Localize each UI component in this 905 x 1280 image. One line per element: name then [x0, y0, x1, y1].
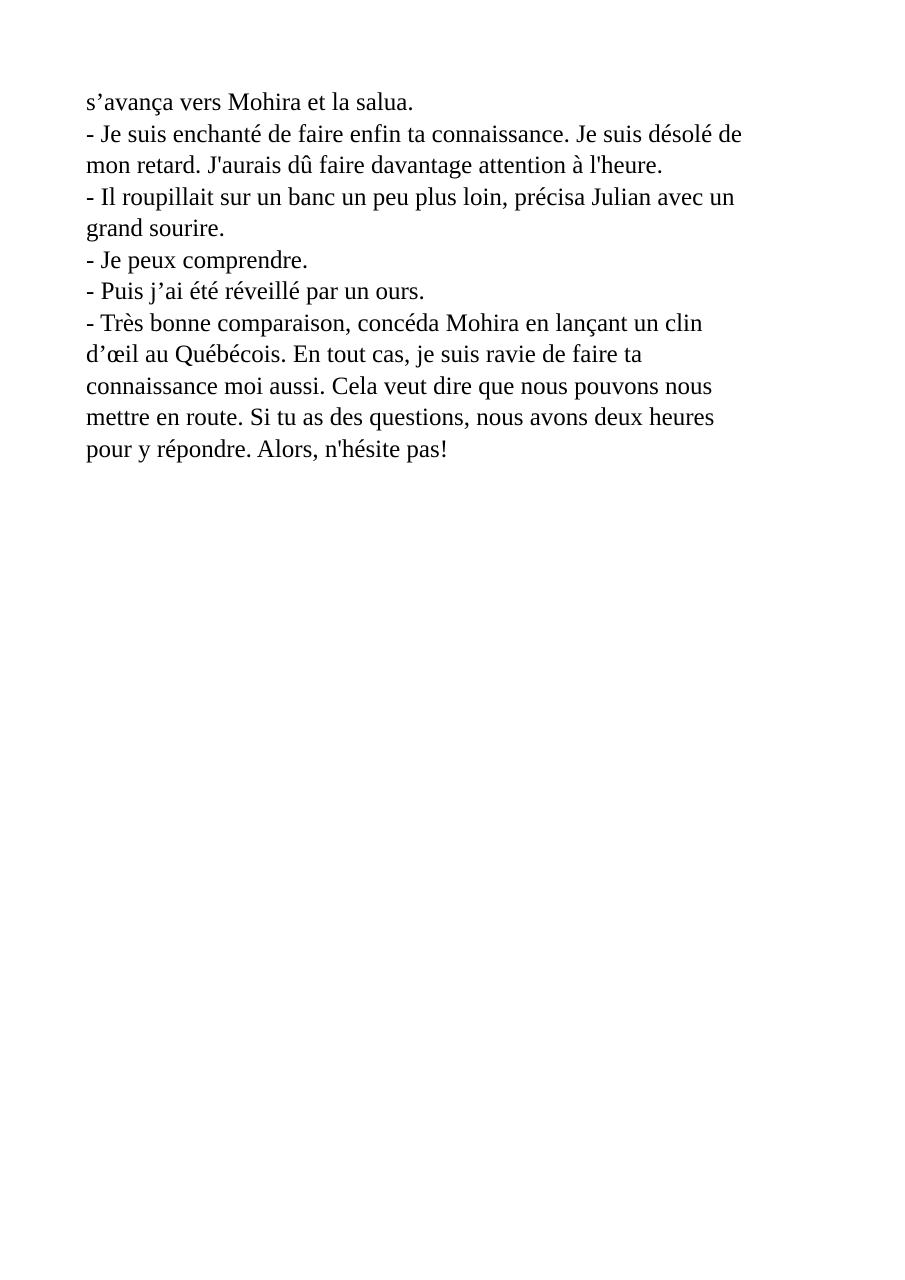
- text-line: pour y répondre. Alors, n'hésite pas!: [86, 435, 449, 463]
- text-line: - Je suis enchanté de faire enfin ta connaissance. Je suis désolé de: [86, 120, 743, 148]
- text-line: - Il roupillait sur un banc un peu plus loin, précisa Julian avec un: [86, 183, 735, 211]
- text-line: - Très bonne comparaison, concéda Mohira en lançant un clin: [86, 309, 703, 337]
- body-text: [86, 87, 826, 465]
- text-line: - Je peux comprendre.: [86, 246, 309, 274]
- text-line: connaissance moi aussi. Cela veut dire que nous pouvons nous: [86, 372, 713, 400]
- text-line: mettre en route. Si tu as des questions, nous avons deux heures: [86, 404, 715, 431]
- text-line: mon retard. J'aurais dû faire davantage attention à l'heure.: [86, 152, 663, 179]
- text-line: d’œil au Québécois. En tout cas, je suis ravie de faire ta: [86, 341, 643, 368]
- text-line: - Puis j’ai été réveillé par un ours.: [86, 278, 425, 305]
- text-line: s’avança vers Mohira et la salua.: [86, 89, 414, 116]
- text-line: grand sourire.: [86, 215, 225, 242]
